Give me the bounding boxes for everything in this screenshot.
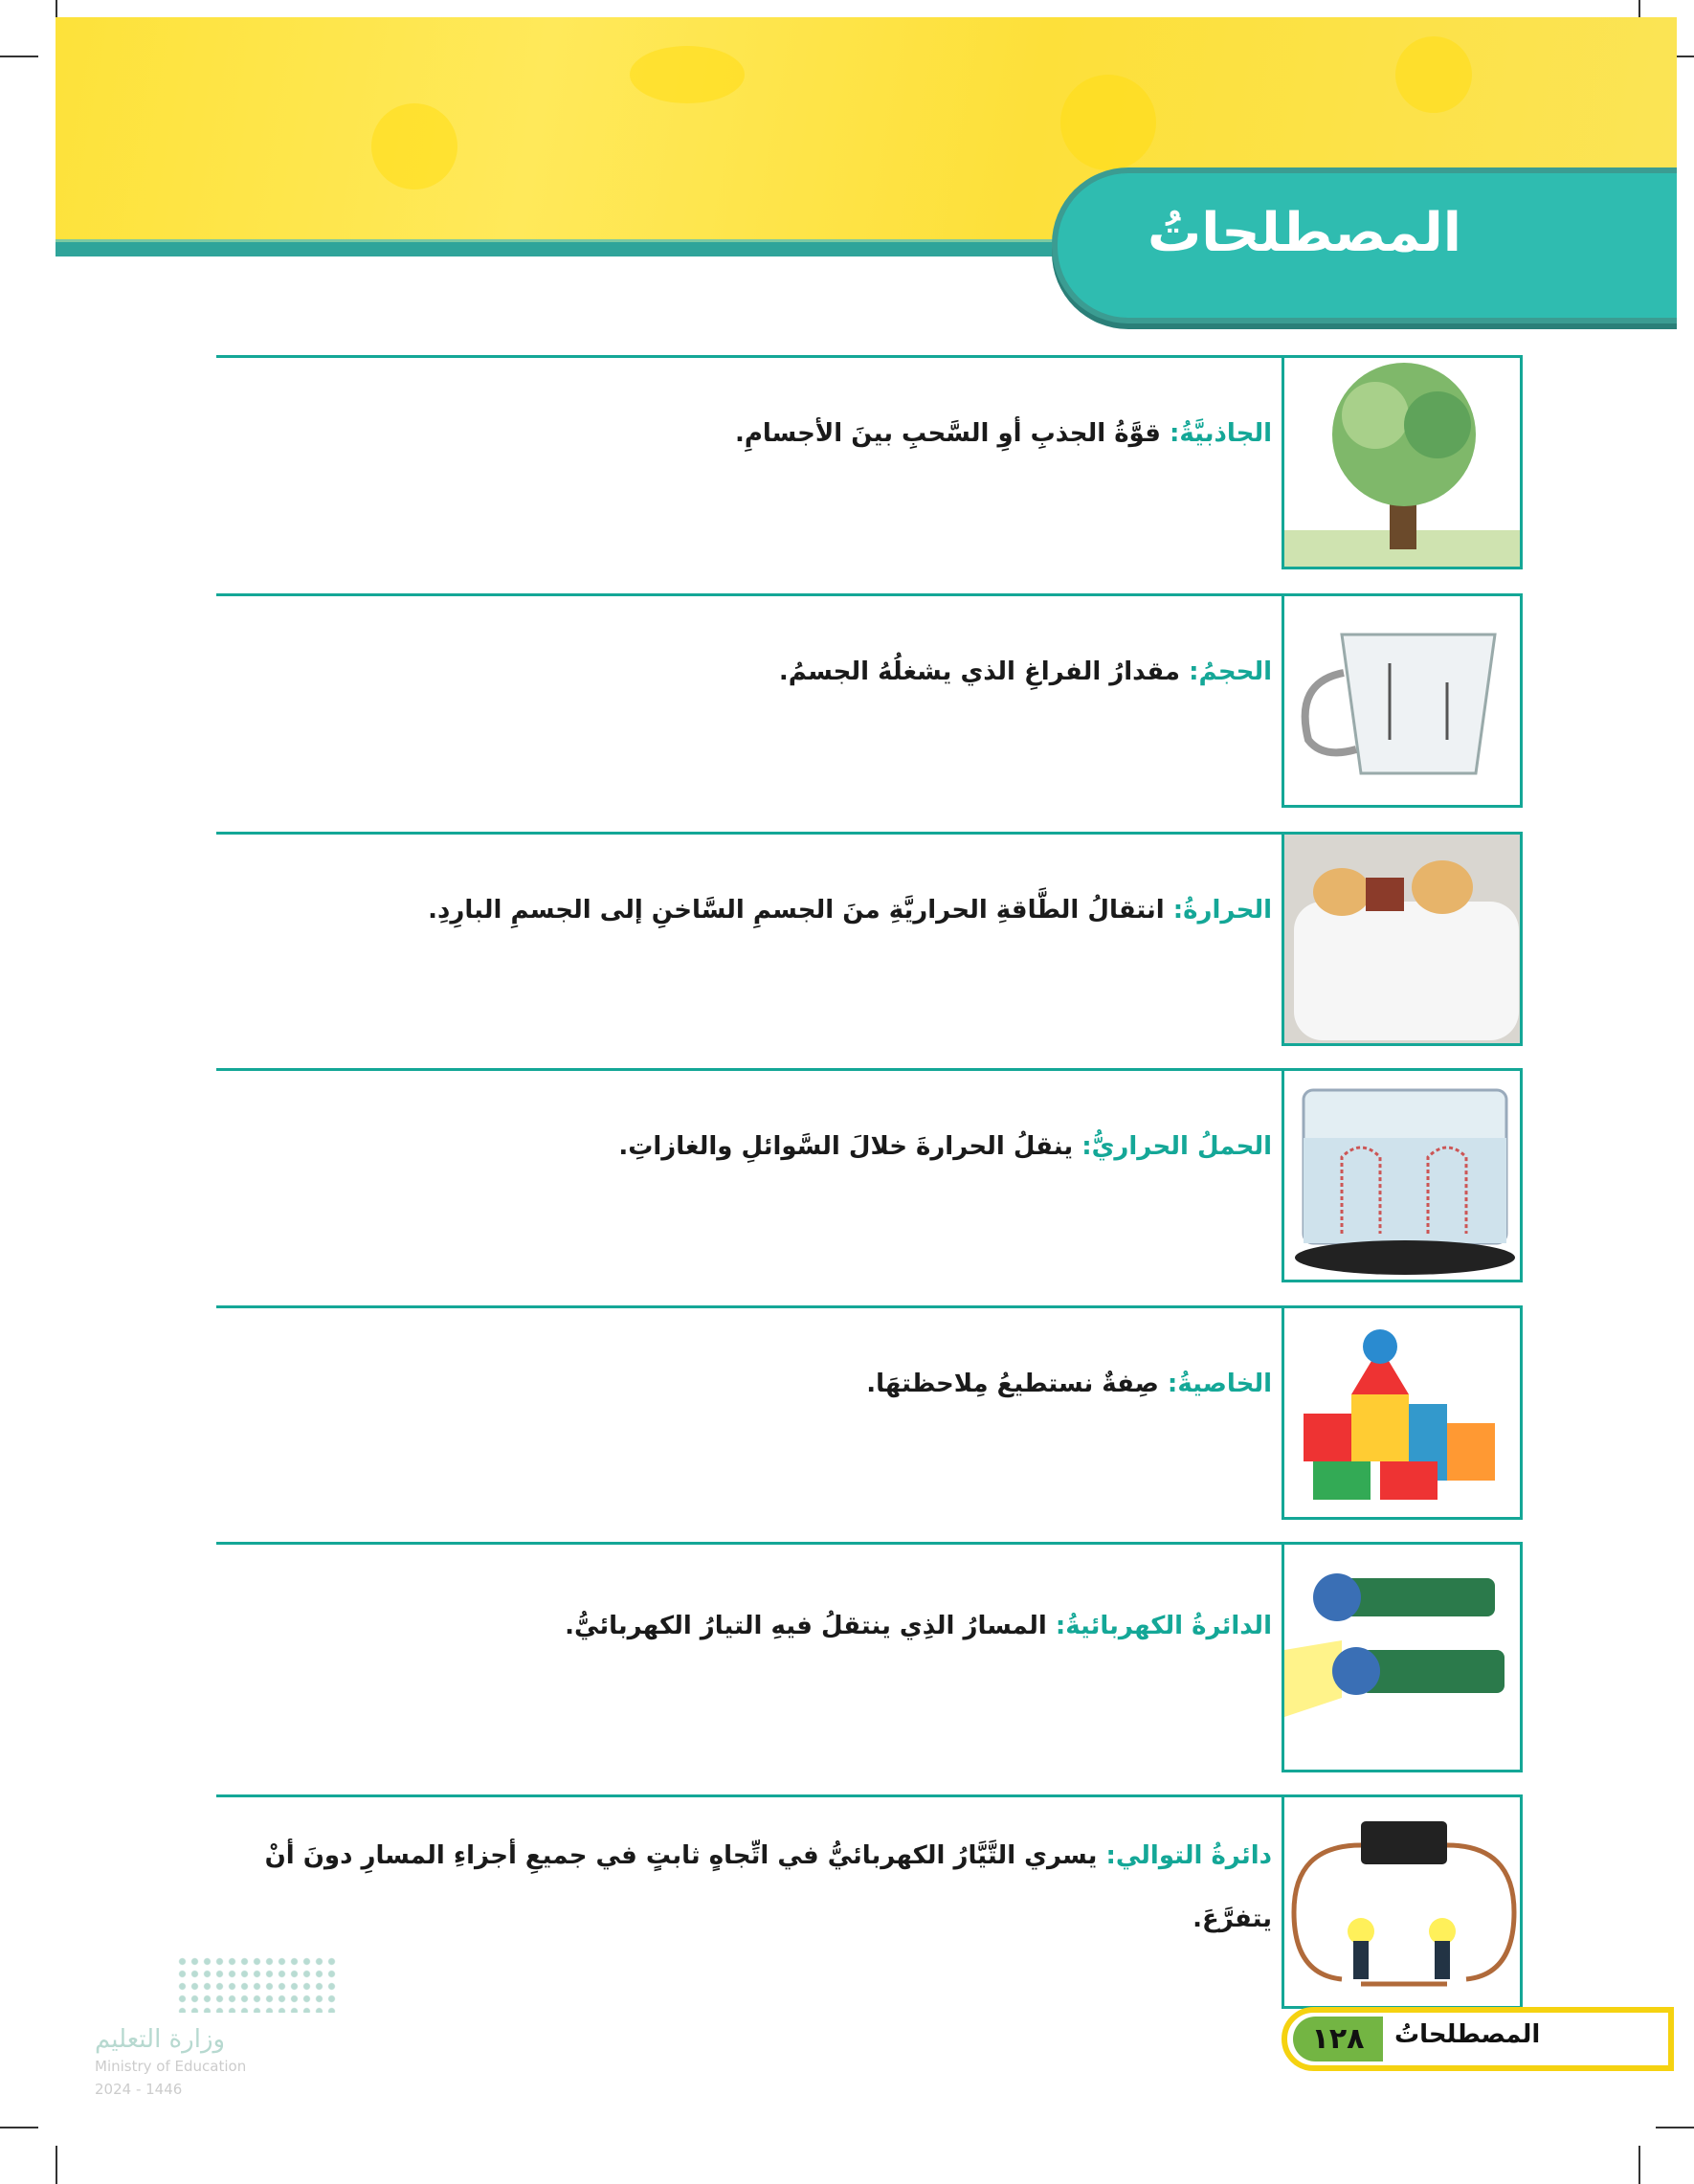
glossary-text — [216, 1824, 1272, 1950]
banner-stripe — [56, 239, 1070, 256]
term: الخاصيةُ: — [1167, 1370, 1272, 1398]
definition: ينقلُ الحرارةَ خلالَ السَّوائلِ والغازاتِ. — [618, 1132, 1082, 1161]
glossary-row — [216, 593, 1523, 808]
glossary-text — [216, 1352, 1272, 1415]
page-number: ١٢٨ — [1293, 2017, 1383, 2061]
term: الحجمُ: — [1189, 657, 1272, 686]
page-footer-box — [1282, 2007, 1674, 2071]
ministry-logo — [95, 1950, 344, 2104]
glossary-text — [216, 640, 1272, 703]
definition: قوَّةُ الجذبِ أوِ السَّحبِ بينَ الأجسامِ. — [734, 419, 1170, 448]
crop-mark — [1638, 2146, 1640, 2184]
page-footer-label: المصطلحاتُ — [1394, 2020, 1541, 2049]
logo-arabic: وزارة التعليم — [95, 2025, 226, 2054]
glossary-text — [216, 1115, 1272, 1178]
term: الحرارةُ: — [1172, 896, 1272, 925]
term: الجاذبيَّةُ: — [1169, 419, 1272, 448]
crop-mark — [1656, 2127, 1694, 2128]
crop-mark — [56, 2146, 57, 2184]
definition: صِفةٌ نستطيعُ مِلاحظتهَا. — [866, 1370, 1168, 1398]
logo-year: 2024 - 1446 — [95, 2081, 183, 2098]
term: الدائرةُ الكهربائيةُ: — [1055, 1612, 1272, 1640]
glossary-row — [216, 1068, 1523, 1282]
glossary-row — [216, 1542, 1523, 1772]
glossary-text — [216, 879, 1272, 942]
logo-english: Ministry of Education — [95, 2058, 247, 2075]
glossary-text — [216, 1594, 1272, 1658]
term: الحملُ الحراريُّ: — [1081, 1132, 1272, 1161]
page-title: المصطلحاتُ — [1147, 202, 1461, 264]
crop-mark — [0, 56, 38, 57]
definition: يسري التَّيَّارُ الكهربائيُّ في اتِّجاهٍ ثابتٍ في جميعِ أجزاءِ المسارِ دونَ أنْ يتفرَّعَ. — [264, 1841, 1272, 1933]
definition: المسارُ الذِي ينتقلُ فيهِ التيارُ الكهربائيُّ. — [565, 1612, 1056, 1640]
definition: انتقالُ الطَّاقةِ الحراريَّةِ منَ الجسمِ السَّاخنِ إلى الجسمِ البارِدِ. — [428, 896, 1173, 925]
term: دائرةُ التوالي: — [1105, 1841, 1272, 1870]
glossary-text — [216, 402, 1272, 465]
definition: مقدارُ الفراغِ الذي يشغلُهُ الجسمُ. — [778, 657, 1190, 686]
glossary-row — [216, 1305, 1523, 1520]
title-box — [1052, 167, 1677, 323]
series-circuit-image — [1282, 1797, 1523, 2009]
flashlights-image — [1282, 1545, 1523, 1772]
boiling-pot-image — [1282, 1071, 1523, 1282]
toaster-image — [1282, 835, 1523, 1046]
glossary-row — [216, 832, 1523, 1046]
logo-dots-icon — [176, 1955, 339, 2013]
toy-blocks-image — [1282, 1308, 1523, 1520]
crop-mark — [0, 2127, 38, 2128]
glossary-row — [216, 1794, 1523, 2009]
measuring-cup-image — [1282, 596, 1523, 808]
tree-image — [1282, 358, 1523, 569]
glossary-row — [216, 355, 1523, 569]
